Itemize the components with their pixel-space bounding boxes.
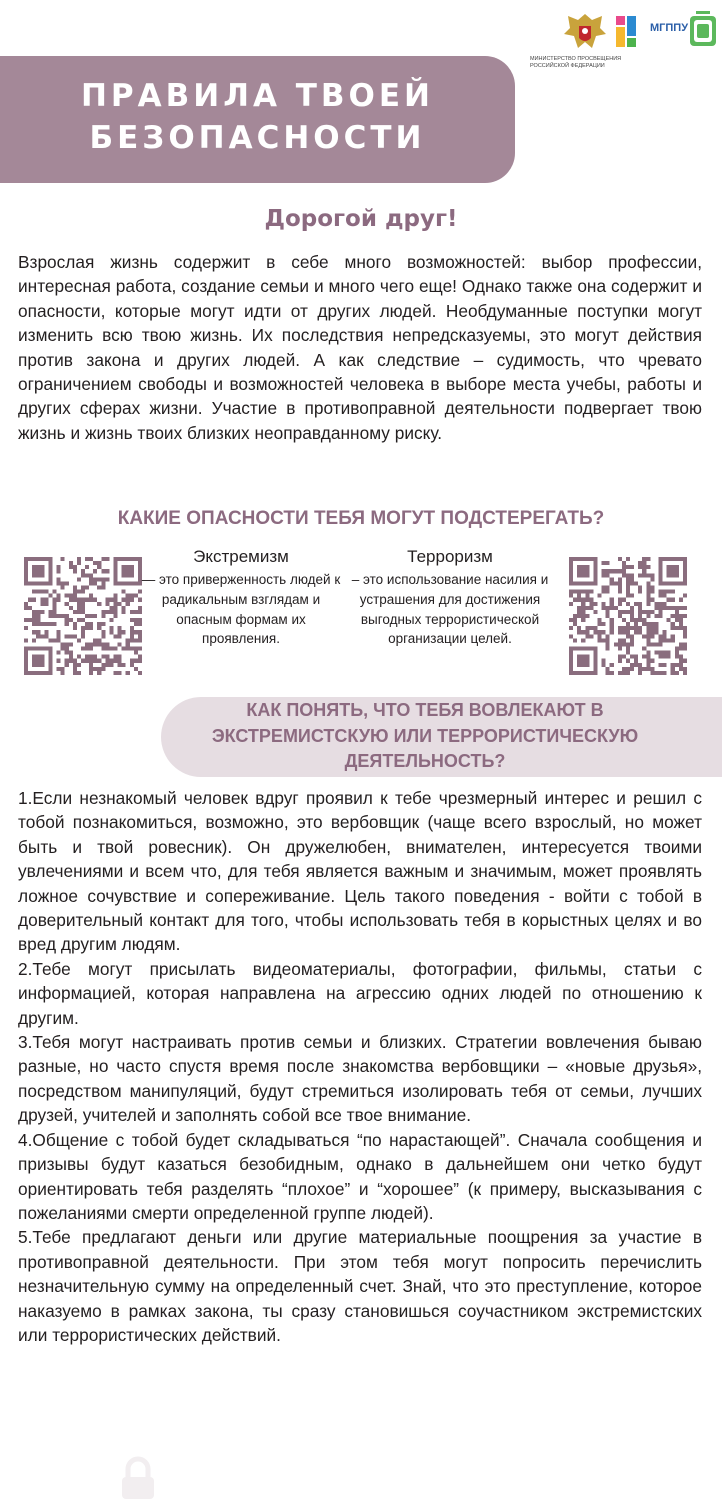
list-item: 2.Тебе могут присылать видеоматериалы, фотографии, фильмы, статьи с информацией, которая направлена на агрессию одних людей по отношению к другим.	[18, 958, 702, 1028]
list-item: 1.Если незнакомый человек вдруг проявил к тебе чрезмерный интерес и решил с тобой познакомиться, возможно, это вербовщик (чаще всего взрослый, но может быть и твой ровесник). Он дружелюбен, внимателен, интересуется твоими увлечениями и всем что, для тебя является важным и значимым, может проявлять ложное сочувствие и сопереживание. Цель такого поведения - войти с тобой в доверительный контакт для того, чтобы использовать тебя в корыстных целях и во вред другим людям.	[18, 788, 702, 955]
mgppu-label: МГППУ	[650, 22, 689, 34]
ministry-emblem-icon	[550, 10, 620, 54]
qr-code-icon[interactable]	[24, 557, 142, 675]
list-item: 5.Тебе предлагают деньги или другие материальные поощрения за участие в противоправной деятельности. При этом тебя могут попросить перечислить незначительную сумму на определенный счет. Знай, что это преступление, которое наказуемо в рамках закона, ты сразу становишься соучастником экстремистских или террористических действий.	[18, 1227, 702, 1345]
involvement-heading: КАК ПОНЯТЬ, ЧТО ТЕБЯ ВОВЛЕКАЮТ В ЭКСТРЕМИСТСКУЮ ИЛИ ТЕРРОРИСТИЧЕСКУЮ ДЕЯТЕЛЬНОСТЬ?	[211, 700, 639, 771]
extremism-definition	[141, 544, 341, 649]
involvement-list	[18, 786, 702, 1347]
list-item: 4.Общение с тобой будет складываться “по нарастающей”. Сначала сообщения и призывы будут казаться безобидным, однако в дальнейшем они четко будут ориентировать тебя разделять “плохое” и “хорошее” (к примеру, высказывания с пожеланиями смерти определенной группе людей).	[18, 1129, 702, 1223]
page-title-line-2: БЕЗОПАСНОСТИ	[89, 120, 426, 156]
extremism-title: Экстремизм	[193, 547, 289, 566]
lock-icon	[118, 1455, 158, 1499]
terrorism-definition	[350, 544, 550, 649]
mgppu-logo-icon	[614, 14, 646, 54]
intro-paragraph: Взрослая жизнь содержит в себе много возможностей: выбор профессии, интересная работа, создание семьи и много чего еще! Однако также она содержит и опасности, которые могут идти от других людей. Необдуманные поступки могут изменить всю твою жизнь. Их последствия непредсказуемы, это могут действия против закона и других людей. А как следствие – судимость, что чревато ограничением свободы и возможностей человека в выборе места учебы, работы и других сферах жизни. Участие в противоправной деятельности подвергает твою жизнь и жизнь твоих близких неоправданному риску.	[18, 252, 702, 443]
ministry-name: МИНИСТЕРСТВО ПРОСВЕЩЕНИЯ РОССИЙСКОЙ ФЕДЕРАЦИИ	[530, 56, 622, 69]
terrorism-title: Терроризм	[407, 547, 493, 566]
greeting-heading: Дорогой друг!	[264, 206, 458, 232]
extremism-text: — это приверженность людей к радикальным взглядам и опасным формам их проявления.	[141, 572, 341, 647]
logos-bar	[0, 0, 722, 80]
fcs-logo-icon	[688, 10, 718, 52]
page-title-line-1: ПРАВИЛА ТВОЕЙ	[80, 78, 434, 114]
list-item: 3.Тебя могут настраивать против семьи и близких. Стратегии вовлечения бываю разные, но часто спустя время после знакомства вербовщики – «новые друзья», посредством манипуляций, будут стремиться изолировать тебя от семьи, лучших друзей, учителей и заполнять собой все твое внимание.	[18, 1032, 702, 1126]
terrorism-text: – это использование насилия и устрашения для достижения выгодных террористической организации целей.	[351, 572, 549, 647]
qr-code-icon[interactable]	[569, 557, 687, 675]
dangers-heading: КАКИЕ ОПАСНОСТИ ТЕБЯ МОГУТ ПОДСТЕРЕГАТЬ?	[117, 508, 605, 529]
